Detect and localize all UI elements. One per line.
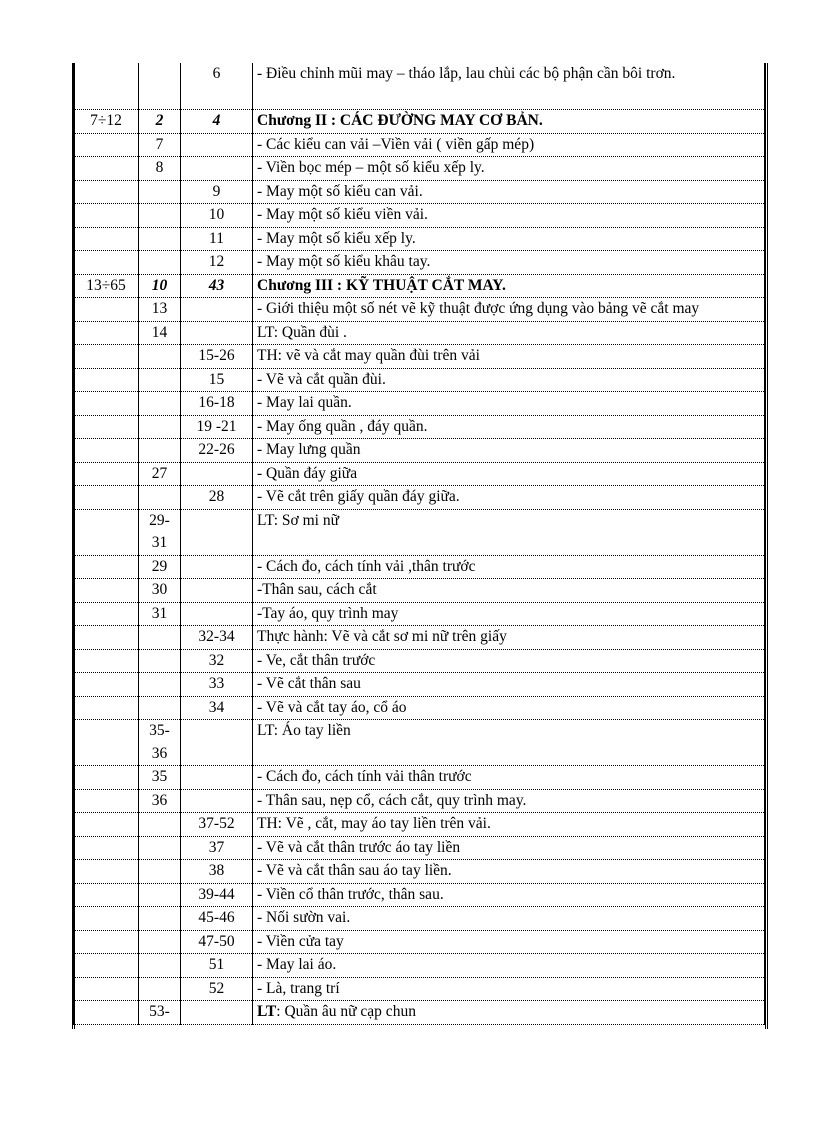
theory-lesson-cell <box>139 883 181 907</box>
table-row <box>74 836 765 860</box>
content-cell: - Các kiểu can vải –Viền vải ( viền gấp mép) <box>253 133 765 157</box>
practice-lesson-cell <box>181 133 253 157</box>
practice-lesson-cell: 28 <box>181 486 253 510</box>
table-row <box>74 883 765 907</box>
practice-lesson-cell: 33 <box>181 673 253 697</box>
period-range-cell <box>74 883 139 907</box>
practice-lesson-cell <box>181 789 253 813</box>
content-cell: - Giới thiệu một số nét vẽ kỹ thuật được ứng dụng vào bảng vẽ cắt may <box>253 298 765 322</box>
content-cell: - May lai áo. <box>253 954 765 978</box>
practice-lesson-cell <box>181 298 253 322</box>
practice-lesson-cell <box>181 720 253 766</box>
period-range-cell: 7÷12 <box>74 110 139 134</box>
period-range-cell <box>74 486 139 510</box>
practice-lesson-cell: 52 <box>181 977 253 1001</box>
period-range-cell <box>74 180 139 204</box>
table-row <box>74 345 765 369</box>
content-cell: - Viền cửa tay <box>253 930 765 954</box>
table-row <box>74 439 765 463</box>
content-cell: - Vẽ cắt trên giấy quần đáy giữa. <box>253 486 765 510</box>
content-cell: -Thân sau, cách cắt <box>253 579 765 603</box>
theory-lesson-cell <box>139 626 181 650</box>
theory-lesson-cell <box>139 813 181 837</box>
content-cell: - Viền cổ thân trước, thân sau. <box>253 883 765 907</box>
period-range-cell <box>74 673 139 697</box>
table-row <box>74 227 765 251</box>
theory-lesson-cell <box>139 180 181 204</box>
content-cell: - Viền bọc mép – một số kiểu xếp ly. <box>253 157 765 181</box>
content-cell: -Tay áo, quy trình may <box>253 602 765 626</box>
curriculum-table <box>73 63 765 1025</box>
content-cell: - Vẽ và cắt tay áo, cổ áo <box>253 696 765 720</box>
practice-lesson-cell: 32 <box>181 649 253 673</box>
theory-lesson-cell: 14 <box>139 321 181 345</box>
content-cell: - Vẽ và cắt thân trước áo tay liền <box>253 836 765 860</box>
content-cell: - May một số kiểu viền vải. <box>253 204 765 228</box>
practice-lesson-cell <box>181 157 253 181</box>
period-range-cell <box>74 345 139 369</box>
theory-lesson-cell <box>139 392 181 416</box>
theory-lesson-cell <box>139 696 181 720</box>
theory-lesson-cell <box>139 649 181 673</box>
period-range-cell <box>74 907 139 931</box>
table-row <box>74 813 765 837</box>
table-row <box>74 63 765 110</box>
period-range-cell <box>74 251 139 275</box>
table-row <box>74 321 765 345</box>
theory-lesson-cell: 13 <box>139 298 181 322</box>
practice-lesson-cell: 37-52 <box>181 813 253 837</box>
period-range-cell <box>74 157 139 181</box>
period-range-cell <box>74 789 139 813</box>
table-row <box>74 602 765 626</box>
practice-lesson-cell <box>181 321 253 345</box>
theory-lesson-cell: 30 <box>139 579 181 603</box>
curriculum-table-container <box>73 63 764 1025</box>
practice-lesson-cell: 32-34 <box>181 626 253 650</box>
content-cell: Chương III : KỸ THUẬT CẮT MAY. <box>253 274 765 298</box>
practice-lesson-cell <box>181 602 253 626</box>
period-range-cell <box>74 133 139 157</box>
content-cell: LT: Sơ mi nữ <box>253 509 765 555</box>
theory-lesson-cell <box>139 439 181 463</box>
theory-lesson-cell <box>139 860 181 884</box>
practice-lesson-cell: 38 <box>181 860 253 884</box>
period-range-cell <box>74 63 139 110</box>
table-row <box>74 415 765 439</box>
content-cell: - May ống quần , đáy quần. <box>253 415 765 439</box>
theory-lesson-cell <box>139 368 181 392</box>
period-range-cell: 13÷65 <box>74 274 139 298</box>
period-range-cell <box>74 204 139 228</box>
practice-lesson-cell: 15 <box>181 368 253 392</box>
period-range-cell <box>74 392 139 416</box>
chapter-row <box>74 274 765 298</box>
table-row <box>74 486 765 510</box>
period-range-cell <box>74 977 139 1001</box>
theory-lesson-cell <box>139 204 181 228</box>
table-row <box>74 789 765 813</box>
content-cell: - May lai quần. <box>253 392 765 416</box>
table-row <box>74 626 765 650</box>
content-cell: - May một số kiểu xếp ly. <box>253 227 765 251</box>
content-cell: LT: Quần đùi . <box>253 321 765 345</box>
theory-lesson-cell: 10 <box>139 274 181 298</box>
theory-lesson-cell: 53- <box>139 1001 181 1025</box>
theory-lesson-cell <box>139 907 181 931</box>
practice-lesson-cell <box>181 462 253 486</box>
period-range-cell <box>74 321 139 345</box>
period-range-cell <box>74 649 139 673</box>
content-cell: - Điều chỉnh mũi may – tháo lắp, lau chùi các bộ phận cần bôi trơn. <box>253 63 765 110</box>
table-row <box>74 907 765 931</box>
table-row <box>74 157 765 181</box>
curriculum-table-body <box>74 63 765 1024</box>
theory-lesson-cell: 31 <box>139 602 181 626</box>
period-range-cell <box>74 1001 139 1025</box>
practice-lesson-cell: 37 <box>181 836 253 860</box>
theory-lesson-cell: 27 <box>139 462 181 486</box>
theory-lesson-cell <box>139 954 181 978</box>
theory-lesson-cell: 8 <box>139 157 181 181</box>
content-cell <box>253 1001 765 1025</box>
content-cell: - May lưng quần <box>253 439 765 463</box>
practice-lesson-cell: 9 <box>181 180 253 204</box>
content-cell: Thực hành: Vẽ và cắt sơ mi nữ trên giấy <box>253 626 765 650</box>
theory-lesson-cell <box>139 486 181 510</box>
period-range-cell <box>74 368 139 392</box>
practice-lesson-cell <box>181 579 253 603</box>
period-range-cell <box>74 439 139 463</box>
period-range-cell <box>74 766 139 790</box>
content-cell: - Vẽ và cắt quần đùi. <box>253 368 765 392</box>
theory-lesson-cell <box>139 345 181 369</box>
theory-lesson-cell: 35- 36 <box>139 720 181 766</box>
practice-lesson-cell <box>181 555 253 579</box>
theory-lesson-cell <box>139 63 181 110</box>
theory-lesson-cell: 29- 31 <box>139 509 181 555</box>
content-cell: - Vẽ và cắt thân sau áo tay liền. <box>253 860 765 884</box>
content-cell: - Quần đáy giữa <box>253 462 765 486</box>
practice-lesson-cell: 16-18 <box>181 392 253 416</box>
theory-lesson-cell <box>139 930 181 954</box>
table-row <box>74 180 765 204</box>
table-row <box>74 555 765 579</box>
period-range-cell <box>74 626 139 650</box>
period-range-cell <box>74 462 139 486</box>
table-row <box>74 392 765 416</box>
period-range-cell <box>74 930 139 954</box>
table-row <box>74 509 765 555</box>
content-cell: - May một số kiểu can vải. <box>253 180 765 204</box>
content-cell: - Cách đo, cách tính vải ,thân trước <box>253 555 765 579</box>
content-cell: - Ve, cắt thân trước <box>253 649 765 673</box>
theory-lesson-cell <box>139 836 181 860</box>
theory-lesson-cell: 36 <box>139 789 181 813</box>
content-cell: TH: vẽ và cắt may quần đùi trên vải <box>253 345 765 369</box>
table-row <box>74 977 765 1001</box>
practice-lesson-cell: 45-46 <box>181 907 253 931</box>
table-row <box>74 930 765 954</box>
practice-lesson-cell: 12 <box>181 251 253 275</box>
content-cell: - Vẽ cắt thân sau <box>253 673 765 697</box>
content-cell: TH: Vẽ , cắt, may áo tay liền trên vải. <box>253 813 765 837</box>
table-row <box>74 579 765 603</box>
practice-lesson-cell: 22-26 <box>181 439 253 463</box>
lesson-title: : Quần âu nữ cạp chun <box>276 1003 416 1020</box>
theory-lesson-cell <box>139 673 181 697</box>
practice-lesson-cell: 43 <box>181 274 253 298</box>
practice-lesson-cell: 47-50 <box>181 930 253 954</box>
period-range-cell <box>74 509 139 555</box>
theory-lesson-cell: 29 <box>139 555 181 579</box>
period-range-cell <box>74 555 139 579</box>
practice-lesson-cell <box>181 509 253 555</box>
table-row <box>74 696 765 720</box>
table-row <box>74 766 765 790</box>
table-row <box>74 954 765 978</box>
content-cell: LT: Áo tay liền <box>253 720 765 766</box>
content-cell: Chương II : CÁC ĐƯỜNG MAY CƠ BẢN. <box>253 110 765 134</box>
period-range-cell <box>74 954 139 978</box>
period-range-cell <box>74 579 139 603</box>
content-cell: - May một số kiểu khâu tay. <box>253 251 765 275</box>
table-row <box>74 462 765 486</box>
table-row <box>74 251 765 275</box>
practice-lesson-cell: 34 <box>181 696 253 720</box>
practice-lesson-cell: 6 <box>181 63 253 110</box>
content-cell: - Là, trang trí <box>253 977 765 1001</box>
chapter-row <box>74 110 765 134</box>
period-range-cell <box>74 813 139 837</box>
practice-lesson-cell: 11 <box>181 227 253 251</box>
practice-lesson-cell <box>181 1001 253 1025</box>
period-range-cell <box>74 860 139 884</box>
content-cell: - Nối sườn vai. <box>253 907 765 931</box>
lesson-type-prefix: LT <box>257 1003 277 1020</box>
table-row <box>74 368 765 392</box>
table-row <box>74 298 765 322</box>
content-cell: - Thân sau, nẹp cổ, cách cắt, quy trình may. <box>253 789 765 813</box>
practice-lesson-cell: 10 <box>181 204 253 228</box>
table-row <box>74 860 765 884</box>
period-range-cell <box>74 415 139 439</box>
period-range-cell <box>74 696 139 720</box>
practice-lesson-cell: 51 <box>181 954 253 978</box>
theory-lesson-cell <box>139 251 181 275</box>
practice-lesson-cell: 39-44 <box>181 883 253 907</box>
practice-lesson-cell: 15-26 <box>181 345 253 369</box>
period-range-cell <box>74 602 139 626</box>
period-range-cell <box>74 227 139 251</box>
table-row <box>74 204 765 228</box>
table-row <box>74 133 765 157</box>
practice-lesson-cell <box>181 766 253 790</box>
period-range-cell <box>74 298 139 322</box>
period-range-cell <box>74 720 139 766</box>
content-cell: - Cách đo, cách tính vải thân trước <box>253 766 765 790</box>
theory-lesson-cell <box>139 977 181 1001</box>
theory-lesson-cell: 7 <box>139 133 181 157</box>
theory-lesson-cell: 2 <box>139 110 181 134</box>
table-row <box>74 1001 765 1025</box>
table-row <box>74 649 765 673</box>
theory-lesson-cell <box>139 227 181 251</box>
period-range-cell <box>74 836 139 860</box>
practice-lesson-cell: 19 -21 <box>181 415 253 439</box>
theory-lesson-cell <box>139 415 181 439</box>
table-row <box>74 720 765 766</box>
table-row <box>74 673 765 697</box>
practice-lesson-cell: 4 <box>181 110 253 134</box>
theory-lesson-cell: 35 <box>139 766 181 790</box>
